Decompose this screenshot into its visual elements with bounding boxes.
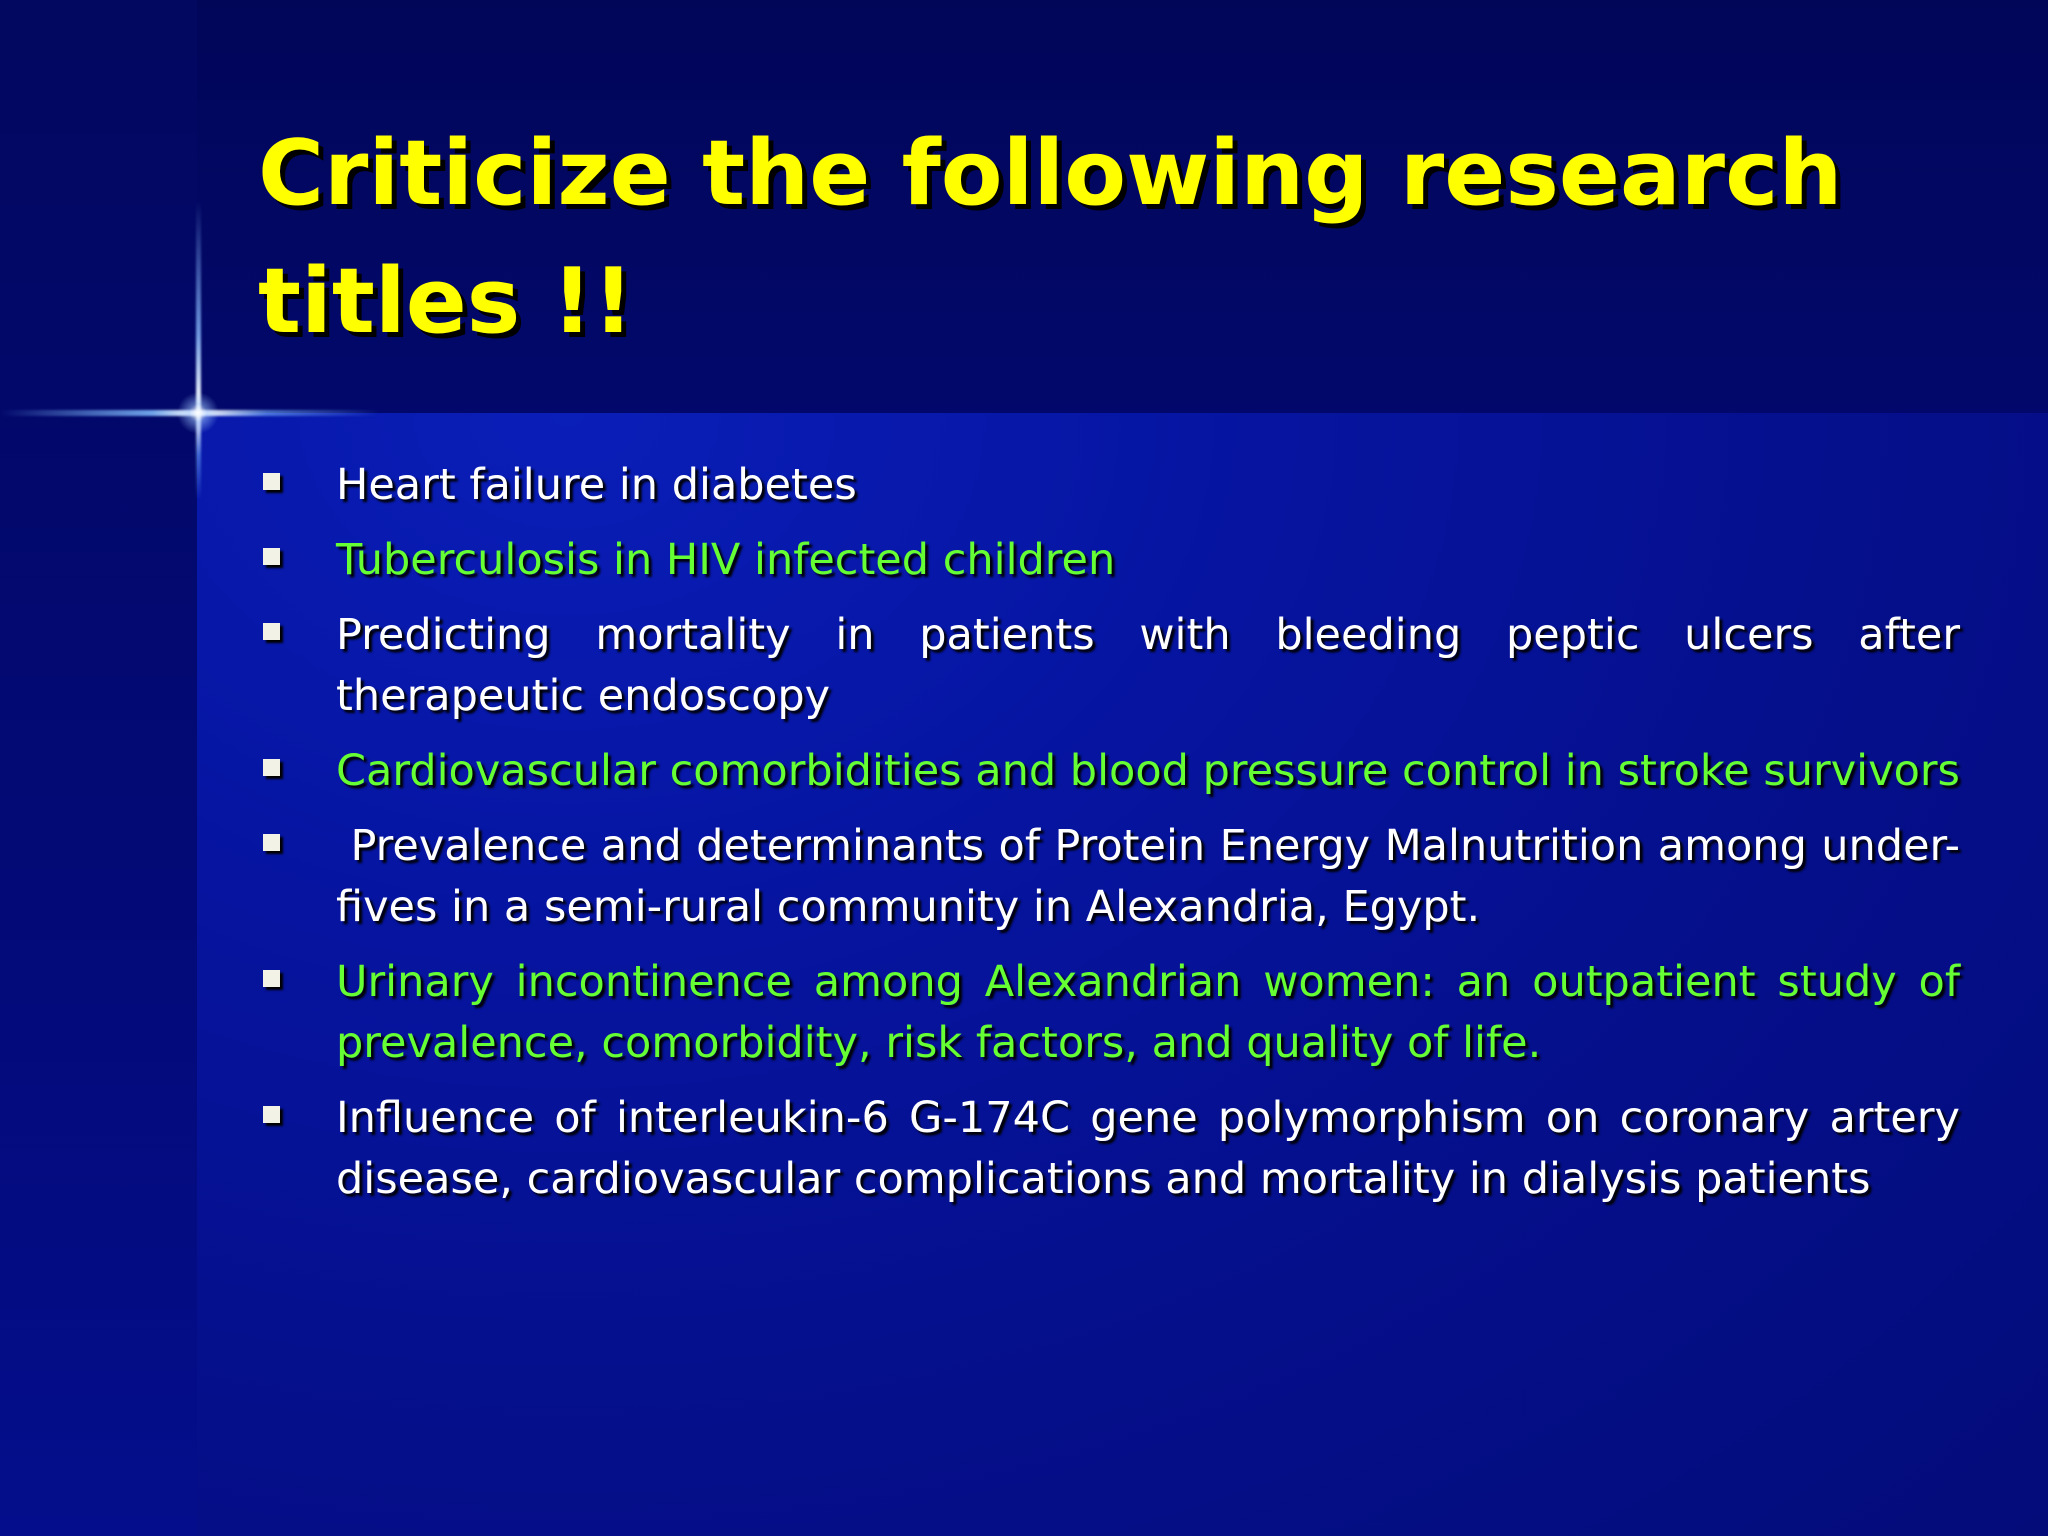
list-item-text: Cardiovascular comorbidities and blood pressure control in stroke survivors — [336, 746, 1960, 796]
list-item-text: Urinary incontinence among Alexandrian women: an outpatient study of prevalence, comorbidity, risk factors, and quality of life. — [336, 957, 1960, 1068]
list-item — [258, 455, 1960, 516]
left-band — [0, 0, 197, 1536]
square-bullet-icon — [263, 834, 280, 851]
square-bullet-icon — [263, 970, 280, 987]
square-bullet-icon — [263, 623, 280, 640]
list-item — [258, 1088, 1960, 1210]
square-bullet-icon — [263, 759, 280, 776]
sparkle-icon-vertical — [196, 200, 201, 500]
list-item-text: Prevalence and determinants of Protein Energy Malnutrition among under-fives in a semi-rural community in Alexandria, Egypt. — [336, 821, 1961, 932]
bullet-list — [258, 455, 1960, 1224]
square-bullet-icon — [263, 548, 280, 565]
list-item-text: Influence of interleukin-6 G-174C gene polymorphism on coronary artery disease, cardiovascular complications and mortality in dialysis patients — [336, 1093, 1960, 1204]
list-item-text: Heart failure in diabetes — [336, 460, 857, 510]
square-bullet-icon — [263, 473, 280, 490]
list-item-text: Predicting mortality in patients with bleeding peptic ulcers after therapeutic endoscopy — [336, 610, 1960, 721]
list-item — [258, 741, 1960, 802]
list-item — [258, 605, 1960, 727]
list-item — [258, 530, 1960, 591]
list-item-text: Tuberculosis in HIV infected children — [336, 535, 1116, 585]
sparkle-icon — [176, 393, 220, 433]
slide-title: Criticize the following research titles !! — [258, 121, 1843, 354]
list-item — [258, 816, 1960, 938]
list-item — [258, 952, 1960, 1074]
square-bullet-icon — [263, 1106, 280, 1123]
